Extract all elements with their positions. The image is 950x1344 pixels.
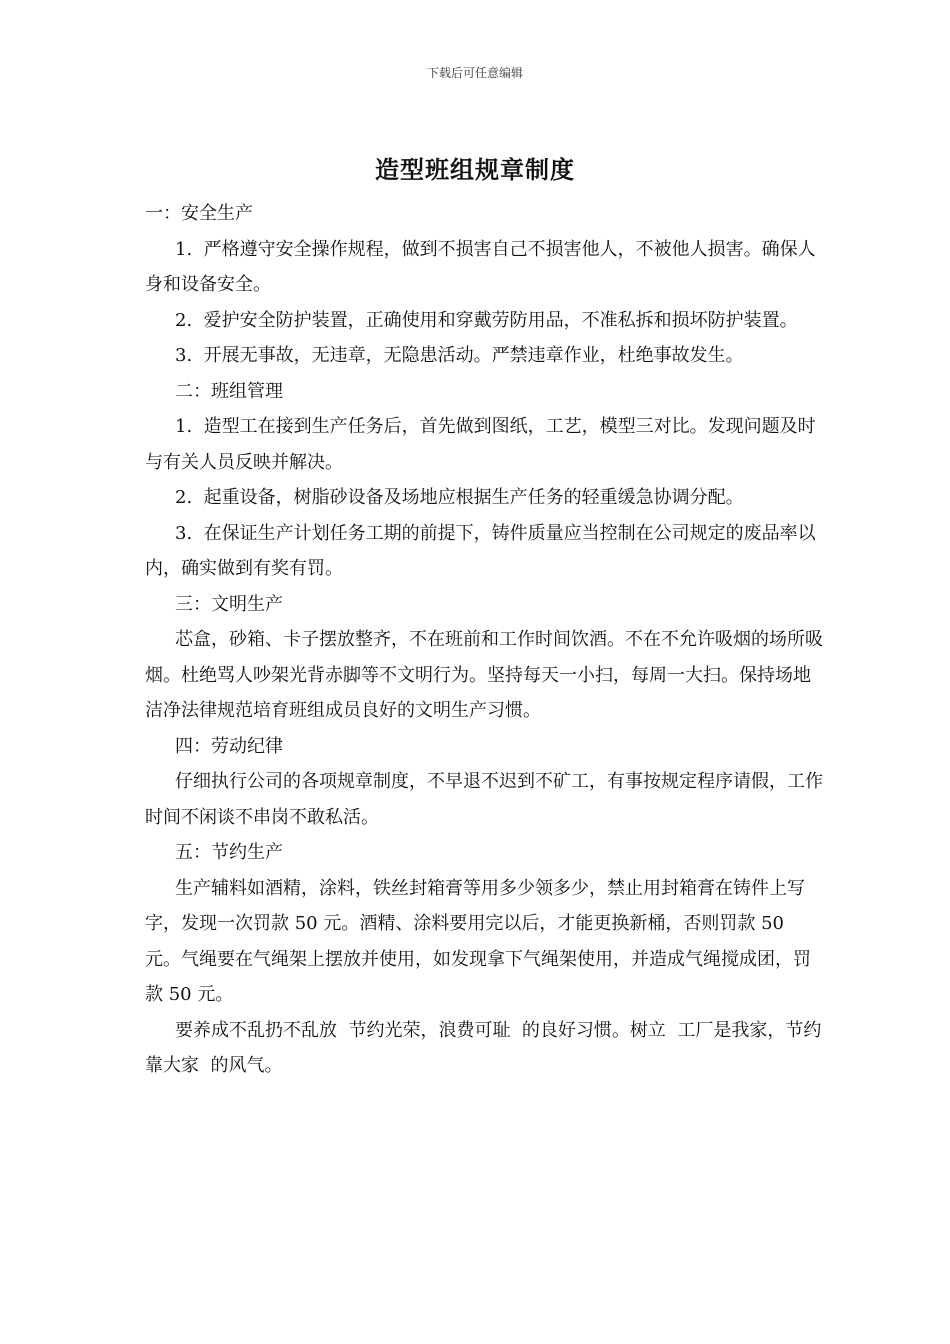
paragraph: 3. 在保证生产计划任务工期的前提下，铸件质量应当控制在公司规定的废品率以内，确实做到有奖有罚。 — [145, 522, 816, 579]
section-heading-labor-discipline: 四：劳动纪律 — [175, 735, 283, 757]
section-heading-economical-production: 五：节约生产 — [175, 842, 283, 863]
document-title: 造型班组规章制度 — [375, 155, 575, 184]
document-body — [145, 196, 825, 1084]
paragraph: 1. 造型工在接到生产任务后，首先做到图纸，工艺，模型三对比。发现问题及时与有关人员反映并解决。 — [145, 416, 816, 473]
paragraph: 2. 爱护安全防护装置，正确使用和穿戴劳防用品，不准私拆和损坏防护装置。 — [175, 309, 798, 331]
paragraph: 1. 严格遵守安全操作规程，做到不损害自己不损害他人，不被他人损害。确保人身和设备安全。 — [145, 238, 816, 295]
section-heading-civilized-production: 三：文明生产 — [175, 593, 283, 615]
header-note: 下载后可任意编辑 — [426, 66, 523, 80]
paragraph: 要养成不乱扔不乱放 节约光荣，浪费可耻 的良好习惯。树立 工厂是我家，节约靠大家 的风气。 — [145, 1019, 822, 1076]
paragraph: 仔细执行公司的各项规章制度，不早退不迟到不矿工，有事按规定程序请假，工作时间不闲谈不串岗不敢私活。 — [145, 771, 823, 828]
section-heading-safety: 一：安全生产 — [145, 203, 253, 224]
paragraph: 3. 开展无事故，无违章，无隐患活动。严禁违章作业，杜绝事故发生。 — [175, 345, 744, 366]
section-heading-team-management: 二：班组管理 — [175, 380, 283, 402]
paragraph: 芯盒，砂箱、卡子摆放整齐，不在班前和工作时间饮酒。不在不允许吸烟的场所吸烟。杜绝骂人吵架光背赤脚等不文明行为。坚持每天一小扫，每周一大扫。保持场地洁净法律规范培育班组成员良好的文明生产习惯。 — [145, 629, 823, 721]
paragraph: 2. 起重设备，树脂砂设备及场地应根据生产任务的轻重缓急协调分配。 — [175, 487, 744, 508]
paragraph: 生产辅料如酒精，涂料，铁丝封箱膏等用多少领多少，禁止用封箱膏在铸件上写字，发现一次罚款 50 元。酒精、涂料要用完以后，才能更换新桶，否则罚款 50 元。气绳要在气绳架上摆放并使用，如发现拿下气绳架使用，并造成气绳搅成团，罚款 50 元。 — [145, 877, 811, 1005]
